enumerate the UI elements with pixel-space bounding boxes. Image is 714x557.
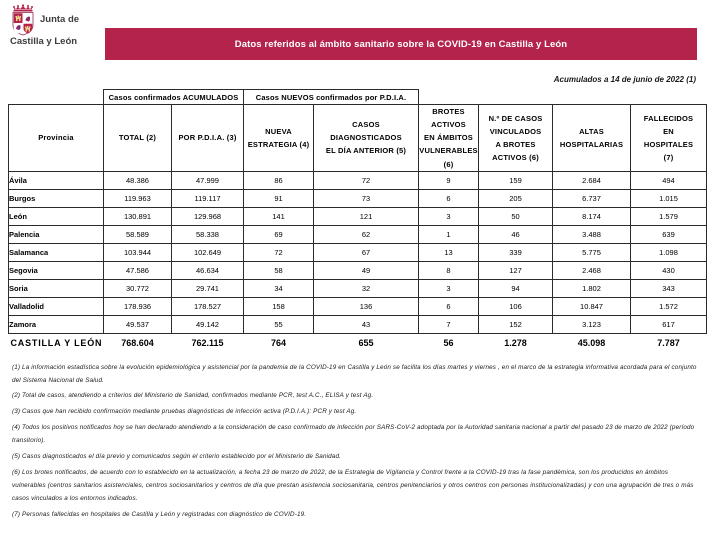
cell-fallecidos: 639	[631, 225, 707, 243]
cell-provincia: Segovia	[9, 261, 104, 279]
cell-brotes: 6	[419, 297, 479, 315]
table-row	[9, 225, 707, 243]
cell-total: 30.772	[104, 279, 172, 297]
cell-altas: 2.468	[553, 261, 631, 279]
cell-total: 119.963	[104, 189, 172, 207]
cell-brotes: 8	[419, 261, 479, 279]
cell-nueva: 86	[244, 171, 314, 189]
cell-altas: 3.488	[553, 225, 631, 243]
cell-pdia: 47.999	[172, 171, 244, 189]
group-header-nuevos: Casos NUEVOS confirmados por P.D.I.A.	[244, 90, 419, 105]
table-row	[9, 171, 707, 189]
col-header-por-pdia-l0: POR P.D.I.A. (3)	[178, 133, 237, 143]
footnote-1: (1) La información estadística sobre la evolución epidemiológica y asistencial por la pandemia de la COVID-19 en Castilla y León se facilita los días martes y viernes , en el marco de la estrategia informativa acordada para el conjunto del Sistema Nacional de Salud.	[12, 363, 697, 384]
cell-dia-anterior: 72	[314, 171, 419, 189]
cell-pdia: 178.527	[172, 297, 244, 315]
cell-dia-anterior: 32	[314, 279, 419, 297]
col-header-fallecidos-l2: HOSPITALES	[643, 139, 694, 149]
col-header-nueva-estrategia-l0: NUEVA	[265, 126, 292, 136]
cell-provincia: Valladolid	[9, 297, 104, 315]
col-header-total-l0: TOTAL (2)	[118, 133, 157, 143]
cell-fallecidos: 1.015	[631, 189, 707, 207]
cell-total: 178.936	[104, 297, 172, 315]
total-dia-anterior: 655	[314, 333, 419, 352]
cell-altas: 10.847	[553, 297, 631, 315]
footnotes	[0, 352, 714, 522]
table-row	[9, 297, 707, 315]
col-header-altas-hospitalarias-l0: ALTAS	[579, 126, 604, 136]
total-pdia: 762.115	[172, 333, 244, 352]
cell-nueva: 72	[244, 243, 314, 261]
cell-nueva: 58	[244, 261, 314, 279]
cell-provincia: Ávila	[9, 171, 104, 189]
col-header-casos-diagnosticados-l2: EL DÍA ANTERIOR (5)	[325, 146, 407, 156]
col-header-brotes-activos-l0: BROTES	[432, 107, 465, 116]
cell-pdia: 119.117	[172, 189, 244, 207]
total-altas: 45.098	[553, 333, 631, 352]
table-row	[9, 243, 707, 261]
group-header-acumulados: Casos confirmados ACUMULADOS	[104, 90, 244, 105]
col-header-fallecidos-l0: FALLECIDOS	[643, 113, 694, 123]
cell-vinculados: 106	[479, 297, 553, 315]
cell-pdia: 102.649	[172, 243, 244, 261]
subtitle-accumulated-date: Acumulados a 14 de junio de 2022 (1)	[553, 75, 696, 84]
cell-pdia: 29.741	[172, 279, 244, 297]
cell-altas: 2.684	[553, 171, 631, 189]
cell-pdia: 58.338	[172, 225, 244, 243]
col-header-fallecidos	[631, 105, 707, 172]
table-row	[9, 315, 707, 333]
col-header-brotes-activos-l2: EN ÁMBITOS	[424, 133, 473, 143]
col-header-fallecidos-l3: (7)	[663, 152, 674, 162]
total-brotes: 56	[419, 333, 479, 352]
cell-nueva: 34	[244, 279, 314, 297]
cell-dia-anterior: 73	[314, 189, 419, 207]
table-container	[0, 89, 714, 352]
total-label: CASTILLA Y LEÓN	[9, 333, 104, 352]
table-total-row	[9, 333, 707, 352]
cell-nueva: 158	[244, 297, 314, 315]
cell-vinculados: 46	[479, 225, 553, 243]
cell-total: 48.386	[104, 171, 172, 189]
cell-brotes: 1	[419, 225, 479, 243]
cell-nueva: 55	[244, 315, 314, 333]
cell-vinculados: 94	[479, 279, 553, 297]
cell-dia-anterior: 67	[314, 243, 419, 261]
total-total: 768.604	[104, 333, 172, 352]
cell-total: 58.589	[104, 225, 172, 243]
cell-fallecidos: 494	[631, 171, 707, 189]
banner-title: Datos referidos al ámbito sanitario sobre la COVID-19 en Castilla y León	[234, 38, 568, 50]
col-header-nueva-estrategia-l1: ESTRATEGIA (4)	[247, 139, 310, 149]
cell-dia-anterior: 121	[314, 207, 419, 225]
col-header-nueva-estrategia	[244, 105, 314, 172]
cell-provincia: Burgos	[9, 189, 104, 207]
cell-altas: 6.737	[553, 189, 631, 207]
cell-provincia: Soria	[9, 279, 104, 297]
covid-data-table	[8, 89, 707, 352]
footnote-7: (7) Personas fallecidas en hospitales de Castilla y León y registradas con diagnóstico de COVID-19.	[12, 510, 307, 518]
cell-pdia: 49.142	[172, 315, 244, 333]
logo-line2: Castilla y León	[10, 36, 78, 47]
col-header-altas-hospitalarias-l1: HOSPITALARIAS	[559, 139, 624, 149]
cell-provincia: Salamanca	[9, 243, 104, 261]
col-header-provincia	[9, 105, 104, 172]
cell-brotes: 6	[419, 189, 479, 207]
col-header-casos-diagnosticados-l1: DIAGNOSTICADOS	[330, 133, 402, 143]
group-header-empty-right	[419, 90, 707, 105]
col-header-total	[104, 105, 172, 172]
group-header-empty-left	[9, 90, 104, 105]
col-header-brotes-activos-l3: VULNERABLES	[419, 146, 478, 156]
cell-altas: 8.174	[553, 207, 631, 225]
cell-brotes: 9	[419, 171, 479, 189]
table-row	[9, 279, 707, 297]
col-header-por-pdia	[172, 105, 244, 172]
cell-total: 49.537	[104, 315, 172, 333]
cell-dia-anterior: 136	[314, 297, 419, 315]
cell-altas: 5.775	[553, 243, 631, 261]
cell-provincia: Zamora	[9, 315, 104, 333]
col-header-casos-vinculados	[479, 105, 553, 172]
col-header-altas-hospitalarias	[553, 105, 631, 172]
cell-fallecidos: 1.572	[631, 297, 707, 315]
cell-brotes: 7	[419, 315, 479, 333]
col-header-casos-diagnosticados	[314, 105, 419, 172]
col-header-brotes-activos	[419, 105, 479, 172]
cell-provincia: Palencia	[9, 225, 104, 243]
col-header-brotes-activos-l1: ACTIVOS	[431, 120, 466, 130]
footnote-3: (3) Casos que han recibido confirmación mediante pruebas diagnósticas de infección activa (P.D.I.A.): PCR y test Ag.	[12, 408, 357, 416]
cell-fallecidos: 617	[631, 315, 707, 333]
col-header-provincia-l0: Provincia	[38, 133, 74, 143]
cell-fallecidos: 1.098	[631, 243, 707, 261]
col-header-brotes-activos-l4: (6)	[443, 159, 454, 169]
cell-pdia: 46.634	[172, 261, 244, 279]
total-nueva: 764	[244, 333, 314, 352]
column-header-row	[9, 105, 707, 172]
col-header-casos-diagnosticados-l0: CASOS	[352, 120, 380, 130]
col-header-casos-vinculados-l1: VINCULADOS	[489, 126, 542, 136]
cell-altas: 1.802	[553, 279, 631, 297]
group-header-row	[9, 90, 707, 105]
cell-fallecidos: 1.579	[631, 207, 707, 225]
cell-total: 103.944	[104, 243, 172, 261]
cell-brotes: 3	[419, 207, 479, 225]
cell-vinculados: 152	[479, 315, 553, 333]
cell-altas: 3.123	[553, 315, 631, 333]
cell-vinculados: 339	[479, 243, 553, 261]
footnote-5: (5) Casos diagnosticados el día previo y comunicados según el criterio establecido por el Ministerio de Sanidad.	[12, 453, 342, 461]
table-row	[9, 189, 707, 207]
cell-brotes: 3	[419, 279, 479, 297]
footnote-6: (6) Los brotes notificados, de acuerdo con lo establecido en la actualización, a fecha 23 de marzo de 2022, de la Estrategia de Vigilancia y Control frente a la COVID-19 tras la fase pandémica, son los producidos en ámbitos vulnerables (centros sanitarios asistenciales, centros sociosanitarios y centros de día que prestan asistencia sociosanitaria, centros penitenciarios y otros centros con personas institucionalizadas) y con una agrupación de tres o más casos vinculados a los entornos indicados.	[12, 468, 694, 502]
cell-dia-anterior: 49	[314, 261, 419, 279]
cell-pdia: 129.968	[172, 207, 244, 225]
cell-dia-anterior: 43	[314, 315, 419, 333]
cell-nueva: 69	[244, 225, 314, 243]
cell-dia-anterior: 62	[314, 225, 419, 243]
logo-line1: Junta de	[40, 14, 80, 26]
table-head	[9, 90, 707, 172]
cell-provincia: León	[9, 207, 104, 225]
col-header-casos-vinculados-l3: ACTIVOS (6)	[492, 152, 539, 162]
table-row	[9, 261, 707, 279]
page-header	[0, 0, 714, 62]
cell-nueva: 91	[244, 189, 314, 207]
cell-brotes: 13	[419, 243, 479, 261]
total-vinculados: 1.278	[479, 333, 553, 352]
cell-total: 130.891	[104, 207, 172, 225]
table-body	[9, 171, 707, 352]
table-row	[9, 207, 707, 225]
cell-fallecidos: 343	[631, 279, 707, 297]
col-header-fallecidos-l1: EN	[663, 126, 674, 136]
cell-nueva: 141	[244, 207, 314, 225]
junta-logo	[0, 0, 100, 47]
title-banner	[105, 28, 697, 60]
col-header-casos-vinculados-l0: N.º DE CASOS	[488, 113, 543, 123]
footnote-4: (4) Todos los positivos notificados hoy se han declarado atendiendo a la consideración de caso confirmado de infección por SARS-CoV-2 adoptada por la Autoridad sanitaria nacional a partir del pasado 23 de marzo de 2022 (período transitorio).	[12, 424, 695, 445]
total-fallecidos: 7.787	[631, 333, 707, 352]
coat-of-arms-icon	[10, 4, 36, 36]
cell-vinculados: 50	[479, 207, 553, 225]
cell-vinculados: 127	[479, 261, 553, 279]
cell-vinculados: 159	[479, 171, 553, 189]
col-header-casos-vinculados-l2: A BROTES	[495, 139, 536, 149]
cell-total: 47.586	[104, 261, 172, 279]
footnote-2: (2) Total de casos, atendiendo a criterios del Ministerio de Sanidad, confirmados mediante PCR, test A.C., ELISA y test Ag.	[12, 392, 374, 400]
cell-fallecidos: 430	[631, 261, 707, 279]
cell-vinculados: 205	[479, 189, 553, 207]
